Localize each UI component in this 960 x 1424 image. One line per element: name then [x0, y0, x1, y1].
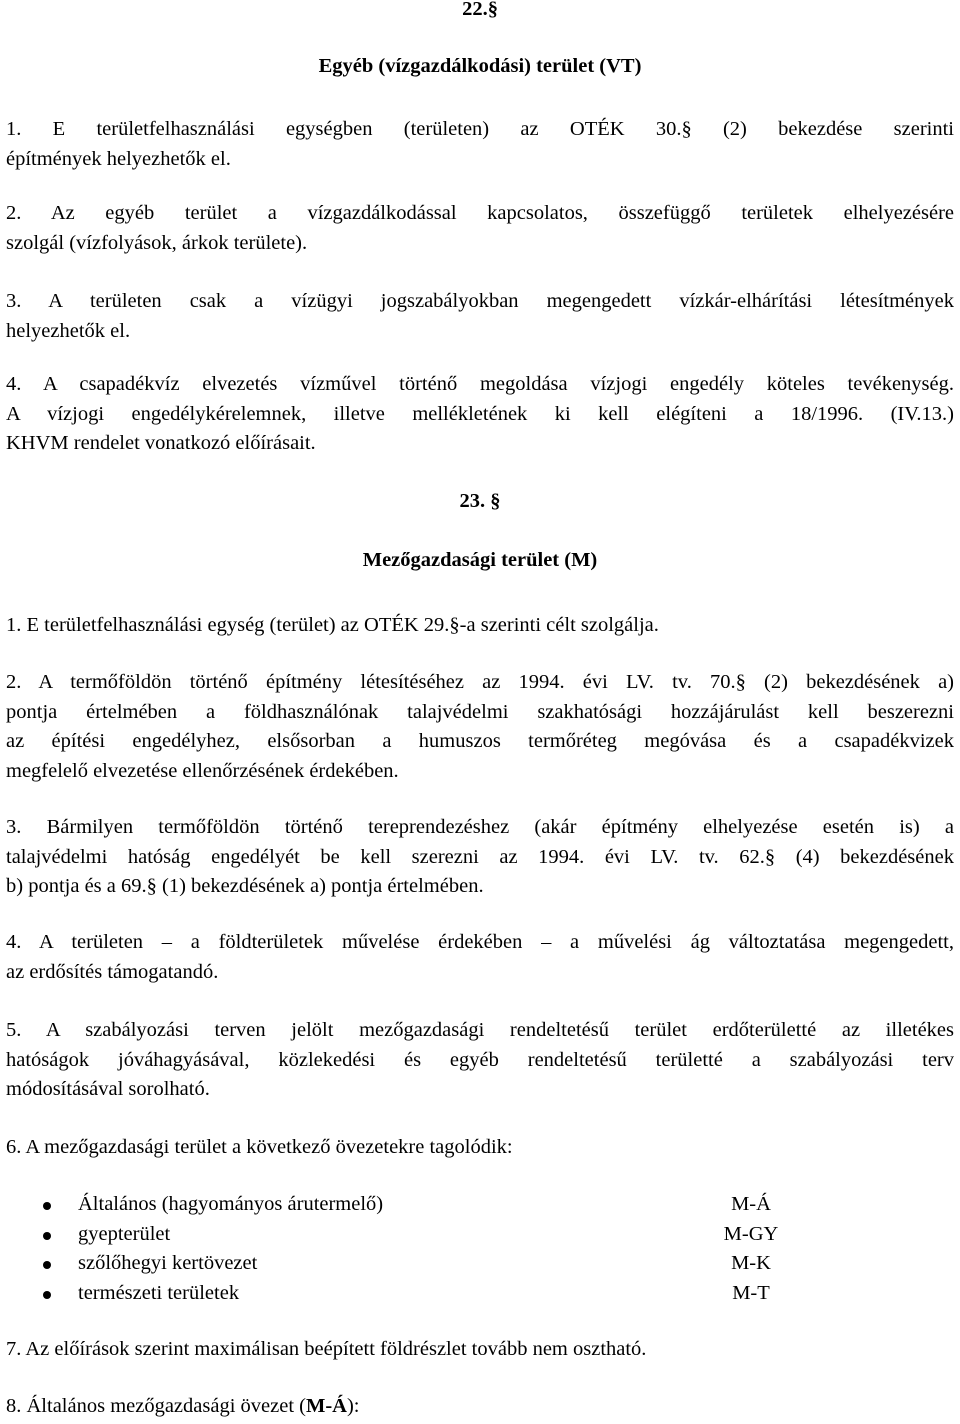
zone-label: gyepterület [78, 1222, 171, 1245]
zone-code: M-T [732, 1281, 770, 1304]
s23-paragraph-6 [6, 1133, 954, 1163]
text-line: b) pontja és a 69.§ (1) bekezdésének a) pontja értelmében. [6, 875, 484, 897]
p8-zone-code: M-Á [305, 1395, 347, 1417]
list-item [6, 1190, 954, 1220]
text-line: KHVM rendelet vonatkozó előírásait. [6, 432, 316, 454]
section-23-number: 23. § [459, 490, 501, 512]
s23-paragraph-4 [6, 928, 954, 987]
text-line: 1. E területfelhasználási egységben (területen) az OTÉK 30.§ (2) bekezdése szerinti [6, 118, 954, 140]
text-line: építmények helyezhetők el. [6, 147, 231, 170]
text-line: hatóságok jóváhagyásával, közlekedési és egyéb rendeltetésű területté a szabályozási terv [6, 1048, 954, 1071]
text-line: az építési engedélyhez, elsősorban a humuszos termőréteg megóvása és a csapadékvizek [6, 730, 954, 752]
section-23-title: Mezőgazdasági terület (M) [362, 549, 598, 571]
zone-label: természeti területek [78, 1281, 240, 1304]
text-line: 3. Bármilyen termőföldön történő tereprendezéshez (akár építmény elhelyezése esetén is) a [6, 816, 954, 838]
text-line: az erdősítés támogatandó. [6, 960, 219, 983]
bullet-icon [43, 1202, 51, 1210]
section-22-title: Egyéb (vízgazdálkodási) terület (VT) [318, 55, 642, 77]
zone-code: M-Á [731, 1193, 771, 1215]
s23-paragraph-8 [6, 1392, 954, 1422]
text-line: 1. E területfelhasználási egység (terület) az OTÉK 29.§-a szerinti célt szolgálja. [6, 614, 659, 636]
text-line: 6. A mezőgazdasági terület a következő övezetekre tagolódik: [6, 1136, 513, 1158]
text-line: helyezhetők el. [6, 319, 131, 342]
text-line [6, 1392, 954, 1422]
s23-paragraph-1 [6, 611, 954, 641]
p8-prefix: 8. Általános mezőgazdasági övezet ( [6, 1395, 306, 1417]
s22-paragraph-3 [6, 287, 954, 346]
s22-paragraph-4 [6, 370, 954, 459]
zone-label: szőlőhegyi kertövezet [78, 1252, 258, 1274]
text-line: 4. A csapadékvíz elvezetés vízművel történő megoldása vízjogi engedély köteles tevékenység. [6, 373, 954, 395]
zone-list [6, 1190, 954, 1308]
bullet-icon [43, 1261, 51, 1269]
s22-paragraph-2 [6, 199, 954, 258]
s23-paragraph-5 [6, 1016, 954, 1105]
text-line: 4. A területen – a földterületek művelése érdekében – a művelési ág változtatása megengedett, [6, 931, 954, 953]
bullet-icon [43, 1291, 51, 1299]
text-line: A vízjogi engedélykérelemnek, illetve mellékletének ki kell elégíteni a 18/1996. (IV.13.) [6, 402, 954, 425]
text-line: pontja értelmében a földhasználónak talajvédelmi szakhatósági hozzájárulást kell beszerezni [6, 700, 954, 723]
text-line: talajvédelmi hatóság engedélyét be kell szerezni az 1994. évi LV. tv. 62.§ (4) bekezdésének [6, 845, 954, 868]
text-line: 7. Az előírások szerint maximálisan beépített földrészlet tovább nem osztható. [6, 1338, 647, 1360]
s23-paragraph-3 [6, 813, 954, 902]
text-line: szolgál (vízfolyások, árkok területe). [6, 231, 308, 254]
zone-code: M-GY [723, 1222, 779, 1245]
text-line: megfelelő elvezetése ellenőrzésének érdekében. [6, 759, 399, 782]
s22-paragraph-1 [6, 115, 954, 174]
zone-code: M-K [731, 1252, 771, 1274]
list-item [6, 1279, 954, 1309]
list-item [6, 1220, 954, 1250]
list-item [6, 1249, 954, 1279]
text-line: 5. A szabályozási terven jelölt mezőgazdasági rendeltetésű terület erdőterületté az illetékes [6, 1019, 954, 1041]
s23-paragraph-7 [6, 1335, 954, 1365]
text-line: módosításával sorolható. [6, 1078, 210, 1100]
zone-label: Általános (hagyományos árutermelő) [78, 1193, 384, 1215]
section-22-number: 22.§ [462, 0, 498, 20]
bullet-icon [43, 1232, 51, 1240]
p8-suffix: ): [346, 1395, 360, 1417]
text-line: 3. A területen csak a vízügyi jogszabályokban megengedett vízkár-elhárítási létesítmények [6, 290, 954, 312]
s23-paragraph-2 [6, 668, 954, 786]
text-line: 2. A termőföldön történő építmény létesítéséhez az 1994. évi LV. tv. 70.§ (2) bekezdésének a) [6, 671, 954, 693]
text-line: 2. Az egyéb terület a vízgazdálkodással kapcsolatos, összefüggő területek elhelyezésére [6, 202, 954, 224]
